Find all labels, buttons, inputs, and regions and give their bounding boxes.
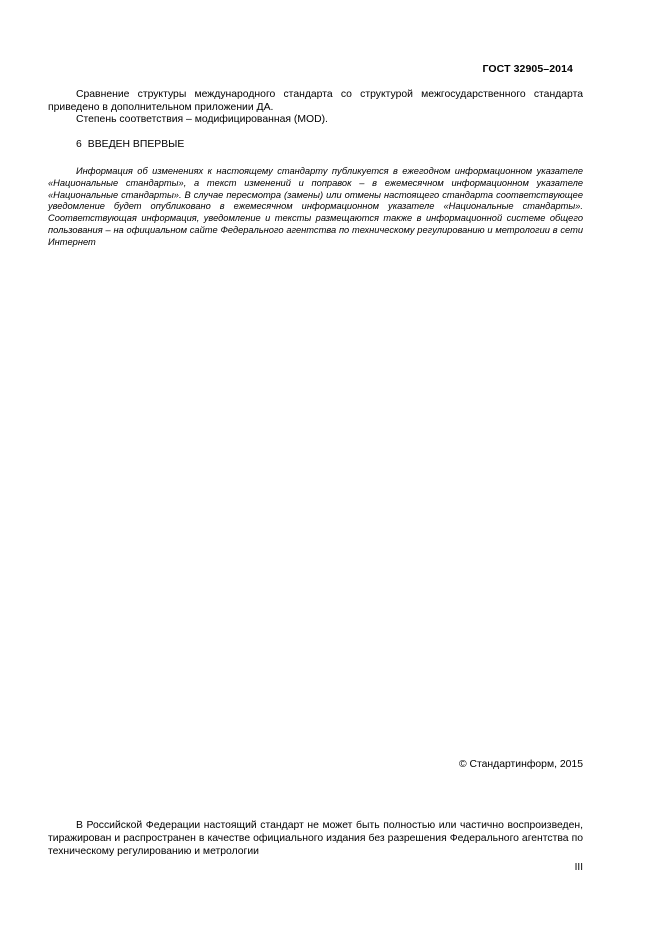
structure-comparison-text: Сравнение структуры международного стандарта со структурой межгосударственного стандарта приведено в дополнительном приложении ДА. <box>48 89 583 113</box>
conformity-degree-text: Степень соответствия – модифицированная (MOD). <box>76 114 328 126</box>
section-6-heading <box>48 139 583 152</box>
rights-notice-text: В Российской Федерации настоящий стандарт не может быть полностью или частично воспроизведен, тиражирован и распространен в качестве официального издания без разрешения Федерального агентства по техническому регулированию и метрологии <box>48 820 583 857</box>
rights-notice <box>48 819 583 858</box>
section-number: 6 <box>76 139 82 150</box>
page-number: III <box>574 862 583 873</box>
section-title: ВВЕДЕН ВПЕРВЫЕ <box>87 139 185 150</box>
copyright-line: © Стандартинформ, 2015 <box>458 759 583 770</box>
structure-note <box>48 89 583 127</box>
changes-info-notice: Информация об изменениях к настоящему стандарту публикуется в ежегодном информационном указателе «Национальные стандарты», а текст изменений и поправок – в ежемесячном информационном указателе «Национальные стандарты». В случае пересмотра (замены) или отмены настоящего стандарта соответствующее уведомление будет опубликовано в ежемесячном информационном указателе «Национальные стандарты». Соответствующая информация, уведомление и тексты размещаются также в информационной системе общего пользования – на официальном сайте Федерального агентства по техническому регулированию и метрологии в сети Интернет <box>48 166 583 247</box>
standard-code-header: ГОСТ 32905–2014 <box>482 63 573 75</box>
